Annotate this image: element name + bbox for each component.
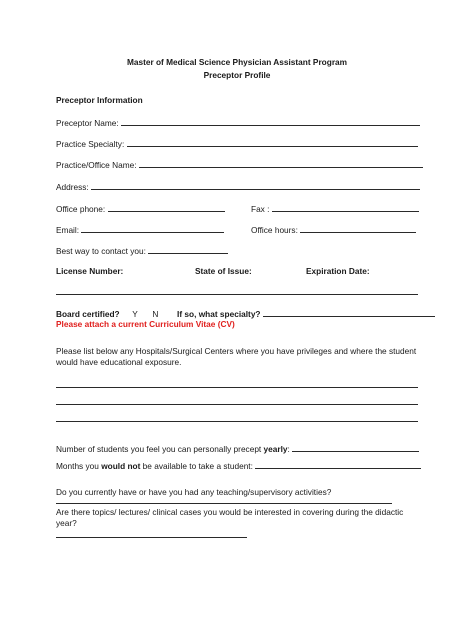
hospitals-line-3[interactable]	[56, 421, 418, 422]
students-label-yearly: yearly	[263, 444, 288, 454]
students-field[interactable]	[292, 443, 419, 452]
office-phone-field[interactable]	[108, 203, 225, 212]
email-row	[56, 224, 224, 235]
months-label: Months you	[56, 461, 102, 471]
topics-line[interactable]	[56, 537, 247, 538]
fax-label: Fax :	[251, 204, 270, 214]
office-hours-label: Office hours:	[251, 225, 298, 235]
document-title: Master of Medical Science Physician Assistant Program	[126, 57, 348, 67]
practice-specialty-row	[56, 138, 418, 149]
teaching-question: Do you currently have or have you had any teaching/supervisory activities?	[56, 487, 332, 497]
if-so-specialty-label: If so, what specialty?	[177, 309, 261, 319]
practice-specialty-label: Practice Specialty:	[56, 139, 125, 149]
hospitals-line-1[interactable]	[56, 387, 418, 388]
practice-office-label: Practice/Office Name:	[56, 160, 137, 170]
preceptor-name-field[interactable]	[121, 117, 420, 126]
teaching-line[interactable]	[56, 503, 392, 504]
topics-question-line2: year?	[56, 518, 77, 528]
practice-office-row	[56, 159, 423, 170]
board-yes-option[interactable]: Y	[132, 309, 138, 319]
preceptor-name-label: Preceptor Name:	[56, 118, 119, 128]
topics-question-line1: Are there topics/ lectures/ clinical cases you would be interested in covering during the didactic	[56, 507, 404, 517]
address-label: Address:	[56, 182, 89, 192]
best-way-label: Best way to contact you:	[56, 246, 146, 256]
expiration-date-label: Expiration Date:	[306, 266, 370, 276]
office-phone-label: Office phone:	[56, 204, 106, 214]
fax-field[interactable]	[272, 203, 419, 212]
practice-specialty-field[interactable]	[127, 138, 418, 147]
office-hours-row	[251, 224, 416, 235]
license-entry-line[interactable]	[56, 294, 418, 295]
license-number-label: License Number:	[56, 266, 124, 276]
office-hours-field[interactable]	[300, 224, 416, 233]
months-label-would-not: would not	[101, 461, 141, 471]
board-certified-row	[56, 308, 435, 319]
hospitals-question: Please list below any Hospitals/Surgical Centers where you have privileges and where the student would have educational exposure.	[56, 346, 417, 367]
state-of-issue-label: State of Issue:	[195, 266, 252, 276]
address-row	[56, 181, 420, 192]
preceptor-name-row	[56, 117, 420, 128]
months-field[interactable]	[255, 460, 421, 469]
students-row	[56, 443, 419, 454]
months-label-rest: be available to take a student:	[140, 461, 253, 471]
email-label: Email:	[56, 225, 80, 235]
email-field[interactable]	[81, 224, 224, 233]
board-no-option[interactable]: N	[152, 309, 159, 319]
address-field[interactable]	[91, 181, 420, 190]
attach-cv-notice: Please attach a current Curriculum Vitae (CV)	[56, 319, 235, 329]
section-title: Preceptor Information	[56, 95, 143, 105]
specialty-field[interactable]	[263, 308, 435, 317]
students-label: Number of students you feel you can personally precept	[56, 444, 264, 454]
best-way-row	[56, 245, 228, 256]
hospitals-line-2[interactable]	[56, 404, 418, 405]
fax-row	[251, 203, 419, 214]
office-phone-row	[56, 203, 225, 214]
months-row	[56, 460, 421, 471]
best-way-field[interactable]	[148, 245, 228, 254]
practice-office-field[interactable]	[139, 159, 423, 168]
document-subtitle: Preceptor Profile	[203, 70, 271, 80]
students-label-colon: :	[287, 444, 290, 454]
board-certified-label: Board certified?	[56, 309, 120, 319]
